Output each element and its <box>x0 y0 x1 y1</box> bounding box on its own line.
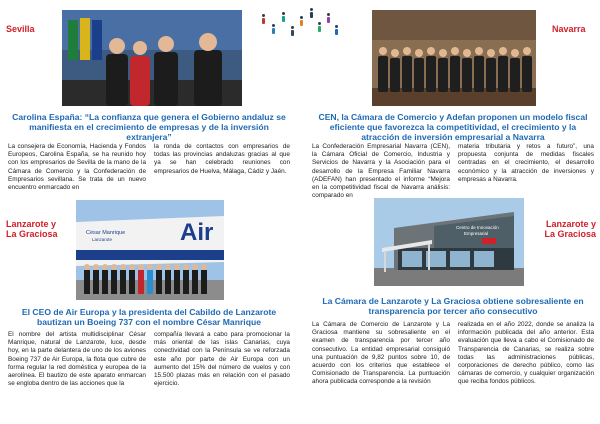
body-transparencia-col1: La Cámara de Comercio de Lanzarote y La Graciosa mantiene su sobresaliente en el examen de transparencia por tercer año consecutivo. La entidad empresarial consiguió una puntuación de 9,82 puntos sobre 10, de acuerdo con los criterios que establece el Comisionado de Transparencia. La puntuación ahora publicada corresponde a la revisión <box>312 321 450 386</box>
photo-air-europa-plane <box>76 200 224 300</box>
headline-navarra: CEN, la Cámara de Comercio y Adefan proponen un modelo fiscal eficiente que favorezca la competitividad, el crecimiento y la atracción de inversión empresarial a Navarra <box>318 112 588 142</box>
body-sevilla-col2: la ronda de contactos con empresarios de todas las provincias andaluzas gracias al que ya se han celebrado reuniones con empresarios de Huelva, Málaga, Cádiz y Jaén. <box>154 143 290 175</box>
region-label-lanzarote-1: Lanzarote y La Graciosa <box>6 219 58 239</box>
photo-navarra-group <box>372 10 536 106</box>
body-transparencia-col2: realizada en el año 2022, donde se analiza la información publicada del año anterior. Esta evaluación que lleva a cabo el Comisionado de Transparencia de Canarias, se realiza sobre todas las administraciones públicas, corporaciones de derecho público, como las cámaras de comercio, y cualquier organización que reciba fondos públicos. <box>458 321 594 386</box>
body-navarra-col1: La Confederación Empresarial Navarra (CEN), la Cámara Oficial de Comercio, Industria y Servicios de Navarra y la Asociación para el desarrollo de la Empresa Familiar Navarra (ADEFAN) han presentado el informe “Mejora en la competitividad fiscal de Navarra análisis: comparado en <box>312 143 450 200</box>
region-label-sevilla: Sevilla <box>6 24 35 34</box>
photo-centro-innovacion <box>374 198 524 286</box>
region-label-lanzarote-2: Lanzarote y La Graciosa <box>544 219 596 239</box>
body-sevilla-col1: La consejera de Economía, Hacienda y Fondos Europeos, Carolina España, se ha reunido hoy con los empresarios de Sevilla de la mano de la Cámara de Comercio y la Confederación de Empresarios sevillana. Se trata de un nuevo encuentro enmarcado en <box>8 143 146 192</box>
photo-sevilla-meeting <box>62 10 242 106</box>
body-navarra-col2: materia tributaria y retos a futuro”, una propuesta conjunta de medidas fiscales centradas en el crecimiento, el desarrollo económico y la atracción de inversiones y empresas a Navarra. <box>458 143 594 183</box>
region-label-navarra: Navarra <box>552 24 586 34</box>
headline-air-europa: El CEO de Air Europa y la presidenta del Cabildo de Lanzarote bautizan un Boeing 737 con el nombre César Manrique <box>21 307 277 327</box>
body-air-europa-col2: compañía llevará a cabo para promocionar la más oriental de las islas Canarias, cuya conectividad con la Península se ve reforzada este año por parte de Air Europa con un aumento del 15% del número de vuelos y con 15.500 plazas más en relación con el pasado ejercicio. <box>154 331 290 388</box>
business-people-icon <box>260 8 340 38</box>
headline-transparencia: La Cámara de Lanzarote y La Graciosa obtiene sobresaliente en transparencia por tercer año consecutivo <box>322 296 584 316</box>
body-air-europa-col1: El nombre del artista multidisciplinar César Manrique, natural de Lanzarote, luce, desde hoy, en la parte delantera de uno de los aviones Boeing 737 de Air Europa, la flota que cubre de forma regular la red doméstica y europea de la aerolínea. El bautizo de este aparato enmarcan se engloba dentro de las acciones que la <box>8 331 146 388</box>
svg-text:Air: Air <box>180 219 214 246</box>
svg-text:Empresarial: Empresarial <box>464 231 489 236</box>
headline-sevilla: Carolina España: “La confianza que genera el Gobierno andaluz se manifiesta en el crecimiento de empresas y de la inversión extranjera” <box>12 112 286 142</box>
svg-text:Centro de Innovación: Centro de Innovación <box>456 225 499 230</box>
svg-text:Lanzarote: Lanzarote <box>92 237 113 242</box>
svg-text:César Manrique: César Manrique <box>86 230 126 236</box>
